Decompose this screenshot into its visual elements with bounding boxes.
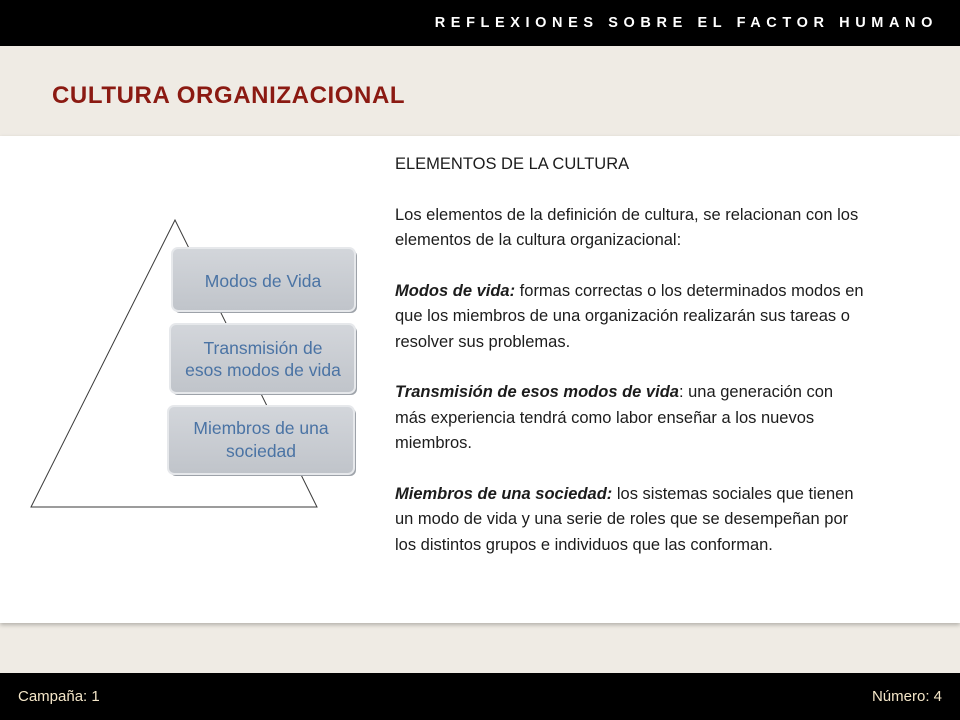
banner-text: REFLEXIONES SOBRE EL FACTOR HUMANO <box>434 15 938 31</box>
pyramid-box-miembros <box>168 406 356 476</box>
item-term: Transmisión de esos modos de vida <box>395 383 679 401</box>
box-label: Modos de Vida <box>204 271 322 291</box>
item-text: formas correctas o los determinados modos en que los miembros de una organización realizarán sus tareas o resolver sus problemas. <box>395 281 864 351</box>
box-label-line2: sociedad <box>225 441 297 461</box>
item-text: : una generación con más experiencia tendrá como labor enseñar a los nuevos miembros. <box>395 383 834 452</box>
footer-number: Número: 4 <box>871 688 942 705</box>
box-label-line1: Transmisión de <box>203 338 323 358</box>
footer-campaign: Campaña: 1 <box>18 688 100 705</box>
item-term: Miembros de una sociedad: <box>395 484 613 503</box>
pyramid-box-transmision <box>170 324 357 395</box>
box-label-line2: esos modos de vida <box>185 360 341 380</box>
item-paragraph-modos <box>395 279 865 356</box>
item-paragraph-transmision <box>395 380 865 457</box>
pyramid-box-modos-de-vida <box>172 248 357 313</box>
text-block <box>395 152 865 583</box>
page-title: CULTURA ORGANIZACIONAL <box>52 82 406 109</box>
content-panel <box>0 136 960 623</box>
top-banner <box>0 0 960 46</box>
item-paragraph-miembros <box>395 482 865 559</box>
pyramid-diagram <box>0 136 380 623</box>
item-term: Modos de vida: <box>395 281 516 300</box>
item-text: los sistemas sociales que tienen un modo de vida y una serie de roles que se desempeñan por los distintos grupos e individuos que las conforman. <box>395 484 854 554</box>
footer-bar <box>0 673 960 720</box>
intro-paragraph: Los elementos de la definición de cultura, se relacionan con los elementos de la cultura organizacional: <box>395 205 859 249</box>
box-label-line1: Miembros de una <box>193 418 329 438</box>
section-heading: ELEMENTOS DE LA CULTURA <box>395 155 630 173</box>
